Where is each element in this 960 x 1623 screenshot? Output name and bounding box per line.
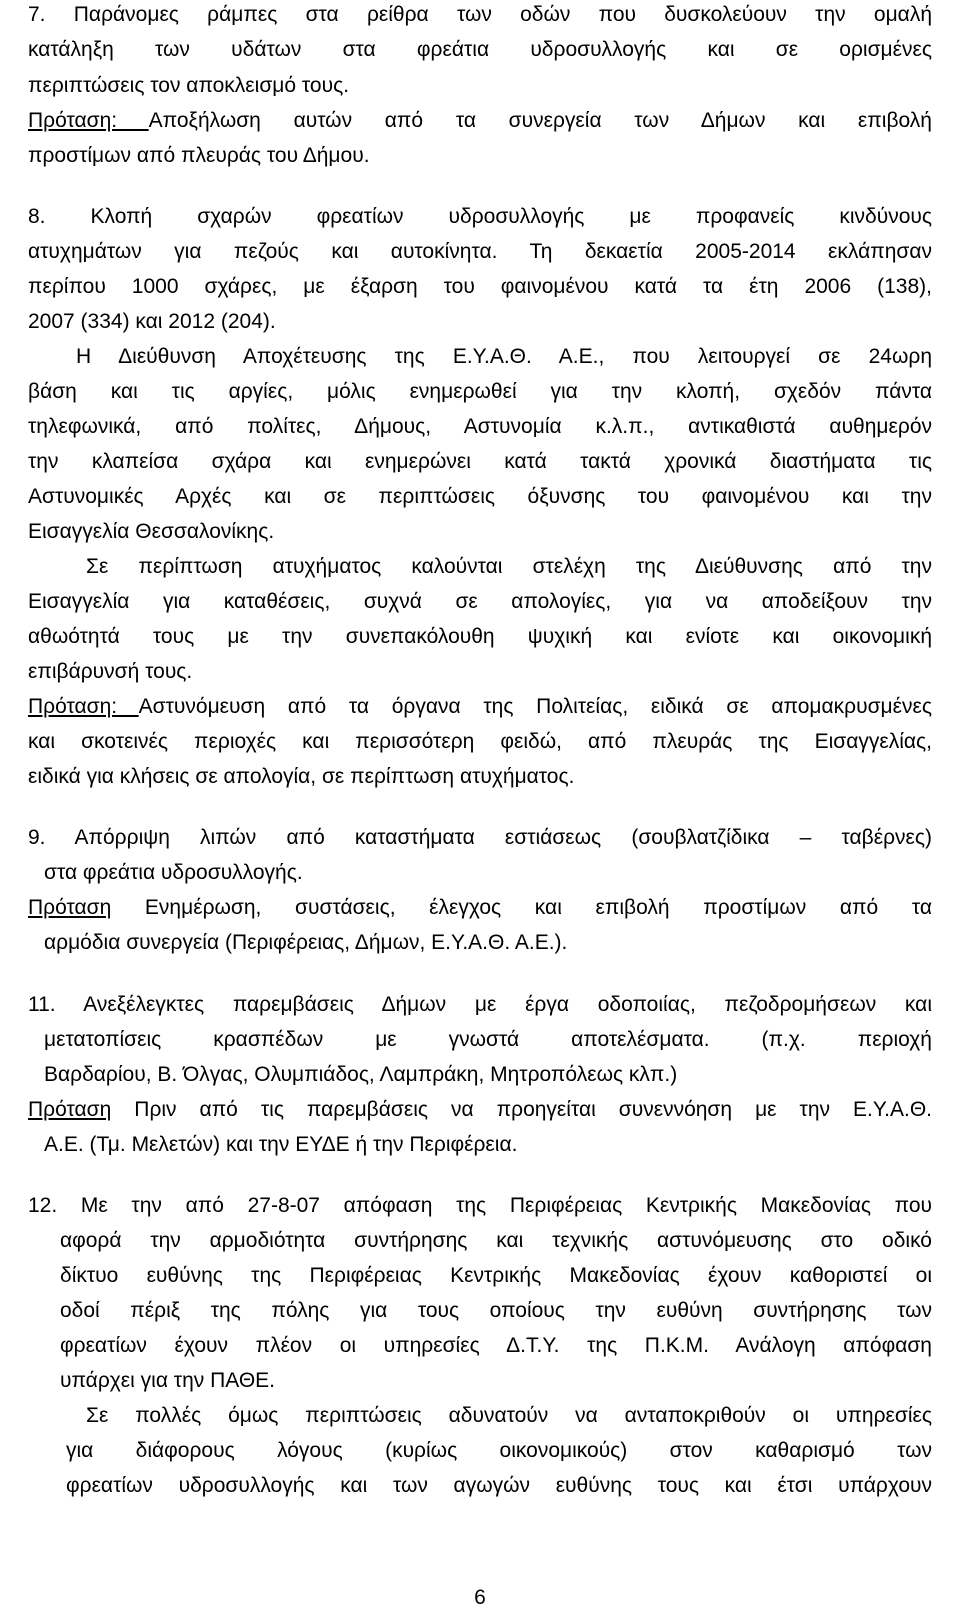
item-7-line-3: περιπτώσεις τον αποκλεισμό τους.	[28, 74, 350, 97]
item-12-line-7: Σε πολλές όμως περιπτώσεις αδυνατούν να ανταποκριθούν οι υπηρεσίες	[86, 1404, 932, 1427]
item-12-line-1: 12. Με την από 27-8-07 απόφαση της Περιφέρειας Κεντρικής Μακεδονίας που	[28, 1194, 932, 1217]
item-8-line-7: τηλεφωνικά, από πολίτες, Δήμους, Αστυνομία κ.λ.π., αντικαθιστά αυθημερόν	[28, 415, 932, 438]
item-8-line-1: 8. Κλοπή σχαρών φρεατίων υδροσυλλογής με προφανείς κινδύνους	[28, 205, 932, 228]
item-8-line-9: Αστυνομικές Αρχές και σε περιπτώσεις όξυνσης του φαινομένου και την	[28, 485, 932, 508]
item-8-proposal-line	[28, 695, 932, 719]
item-12-line-2: αφορά την αρμοδιότητα συντήρησης και τεχνικής αστυνόμευσης στο οδικό	[60, 1229, 932, 1252]
item-8-line-4: 2007 (334) και 2012 (204).	[28, 310, 276, 333]
item-8-line-10: Εισαγγελία Θεσσαλονίκης.	[28, 520, 275, 543]
item-8-line-3: περίπου 1000 σχάρες, με έξαρση του φαινομένου κατά τα έτη 2006 (138),	[28, 275, 932, 298]
item-12-line-6: υπάρχει για την ΠΑΘΕ.	[60, 1369, 276, 1392]
item-9-proposal-line	[28, 896, 932, 920]
item-7-line-2: κατάληξη των υδάτων στα φρεάτια υδροσυλλογής και σε ορισμένες	[28, 38, 932, 61]
item-8-line-14: επιβάρυνσή τους.	[28, 660, 193, 683]
proposal-text: Αποξήλωση αυτών από τα συνεργεία των Δήμων και επιβολή	[148, 109, 932, 132]
item-11-line-2: μετατοπίσεις κρασπέδων με γνωστά αποτελέσματα. (π.χ. περιοχή	[44, 1028, 932, 1051]
item-9-line-2: στα φρεάτια υδροσυλλογής.	[44, 861, 303, 884]
item-12-line-9: φρεατίων υδροσυλλογής και των αγωγών ευθύνης τους και έτσι υπάρχουν	[66, 1474, 932, 1497]
item-9-line-4: αρμόδια συνεργεία (Περιφέρειας, Δήμων, Ε.Υ.Α.Θ. Α.Ε.).	[44, 931, 568, 954]
item-11-line-5: Α.Ε. (Τμ. Μελετών) και την ΕΥΔΕ ή την Περιφέρεια.	[44, 1133, 518, 1156]
item-8-line-8: την κλαπείσα σχάρα και ενημερώνει κατά τακτά χρονικά διαστήματα τις	[28, 450, 932, 473]
item-11-line-3: Βαρδαρίου, Β. Όλγας, Ολυμπιάδος, Λαμπράκη, Μητροπόλεως κλπ.)	[44, 1063, 678, 1086]
item-7-line-1: 7. Παράνομες ράμπες στα ρείθρα των οδών που δυσκολεύουν την ομαλή	[28, 3, 932, 26]
proposal-text: Πριν από τις παρεμβάσεις να προηγείται συνεννόηση με την Ε.Υ.Α.Θ.	[111, 1098, 932, 1121]
item-11-proposal-line	[28, 1098, 932, 1122]
item-9-line-1: 9. Απόρριψη λιπών από καταστήματα εστιάσεως (σουβλατζίδικα – ταβέρνες)	[28, 826, 932, 849]
proposal-label: Πρόταση:	[28, 695, 139, 718]
item-8-line-11: Σε περίπτωση ατυχήματος καλούνται στελέχη της Διεύθυνσης από την	[86, 555, 932, 578]
item-7-proposal-line	[28, 109, 932, 133]
proposal-text: Αστυνόμευση από τα όργανα της Πολιτείας, ειδικά σε απομακρυσμένες	[138, 695, 932, 718]
item-11-line-1: 11. Ανεξέλεγκτες παρεμβάσεις Δήμων με έργα οδοποιίας, πεζοδρομήσεων και	[28, 993, 932, 1016]
item-7-line-5: προστίμων από πλευράς του Δήμου.	[28, 144, 370, 167]
proposal-label: Πρόταση	[28, 1098, 112, 1121]
item-12-line-5: φρεατίων έχουν πλέον οι υπηρεσίες Δ.Τ.Υ. της Π.Κ.Μ. Ανάλογη απόφαση	[60, 1334, 932, 1357]
item-8-line-13: αθωότητά τους με την συνεπακόλουθη ψυχική και ενίοτε και οικονομική	[28, 625, 932, 648]
item-12-line-4: οδοί πέριξ της πόλης για τους οποίους την ευθύνη συντήρησης των	[60, 1299, 932, 1322]
proposal-text: Ενημέρωση, συστάσεις, έλεγχος και επιβολή προστίμων από τα	[111, 896, 932, 919]
item-8-line-16: και σκοτεινές περιοχές και περισσότερη φειδώ, από πλευράς της Εισαγγελίας,	[28, 730, 932, 753]
proposal-label: Πρόταση:	[28, 109, 149, 132]
item-8-line-6: βάση και τις αργίες, μόλις ενημερωθεί για την κλοπή, σχεδόν πάντα	[28, 380, 932, 403]
item-12-line-3: δίκτυο ευθύνης της Περιφέρειας Κεντρικής Μακεδονίας έχουν καθοριστεί οι	[60, 1264, 932, 1287]
item-8-line-12: Εισαγγελία για καταθέσεις, συχνά σε απολογίες, για να αποδείξουν την	[28, 590, 932, 613]
item-12-line-8: για διάφορους λόγους (κυρίως οικονομικούς) στον καθαρισμό των	[66, 1439, 932, 1462]
item-8-line-5: Η Διεύθυνση Αποχέτευσης της Ε.Υ.Α.Θ. Α.Ε., που λειτουργεί σε 24ωρη	[76, 345, 932, 368]
page-number: 6	[474, 1586, 486, 1609]
item-8-line-17: ειδικά για κλήσεις σε απολογία, σε περίπτωση ατυχήματος.	[28, 765, 575, 788]
item-8-line-2: ατυχημάτων για πεζούς και αυτοκίνητα. Τη δεκαετία 2005-2014 εκλάπησαν	[28, 240, 932, 263]
proposal-label: Πρόταση	[28, 896, 112, 919]
